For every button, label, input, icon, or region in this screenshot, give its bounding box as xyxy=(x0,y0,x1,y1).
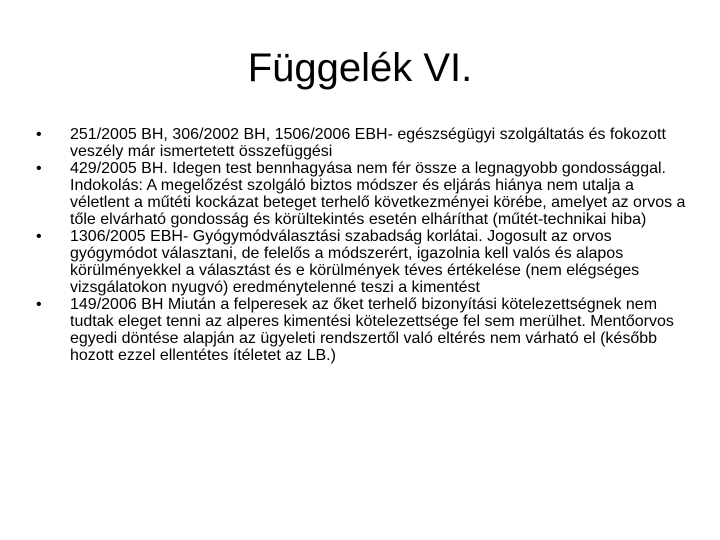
bullet-item xyxy=(36,126,696,160)
bullet-list xyxy=(36,126,696,364)
bullet-item xyxy=(36,296,696,364)
slide-title: Függelék VI. xyxy=(247,46,473,90)
bullet-icon: • xyxy=(36,160,42,177)
bullet-icon: • xyxy=(36,126,42,143)
bullet-text: 429/2005 BH. Idegen test bennhagyása nem fér össze a legnagyobb gondossággal. Indokolás: A megelőzést szolgáló biztos módszer és eljárás hiánya nem utalja a véletlent a műtéti kockázat beteget terhelő következményei körébe, amelyet az orvos a tőle elvárható gondosság és körültekintés esetén elháríthat (műtét-technikai hiba) xyxy=(70,160,686,228)
bullet-item xyxy=(36,228,696,296)
bullet-icon: • xyxy=(36,296,42,313)
bullet-text: 251/2005 BH, 306/2002 BH, 1506/2006 EBH- egészségügyi szolgáltatás és fokozott veszély már ismertetett összefüggési xyxy=(70,126,666,160)
bullet-text: 149/2006 BH Miután a felperesek az őket terhelő bizonyítási kötelezettségnek nem tudtak eleget tenni az alperes kimentési kötelezettsége fel sem merülhet. Mentőorvos egyedi döntése alapján az ügyeleti rendszertől való eltérés nem várható el (később hozott ezzel ellentétes ítéletet az LB.) xyxy=(70,296,674,364)
bullet-item xyxy=(36,160,696,228)
bullet-text: 1306/2005 EBH- Gyógymódválasztási szabadság korlátai. Jogosult az orvos gyógymódot választani, de felelős a módszerért, igazolnia kell valós és alapos körülményekkel a választást és e körülmények téves értékelése (nem elégséges vizsgálatokon nyugvó) eredménytelenné teszi a kimentést xyxy=(70,228,640,296)
bullet-icon: • xyxy=(36,228,42,245)
